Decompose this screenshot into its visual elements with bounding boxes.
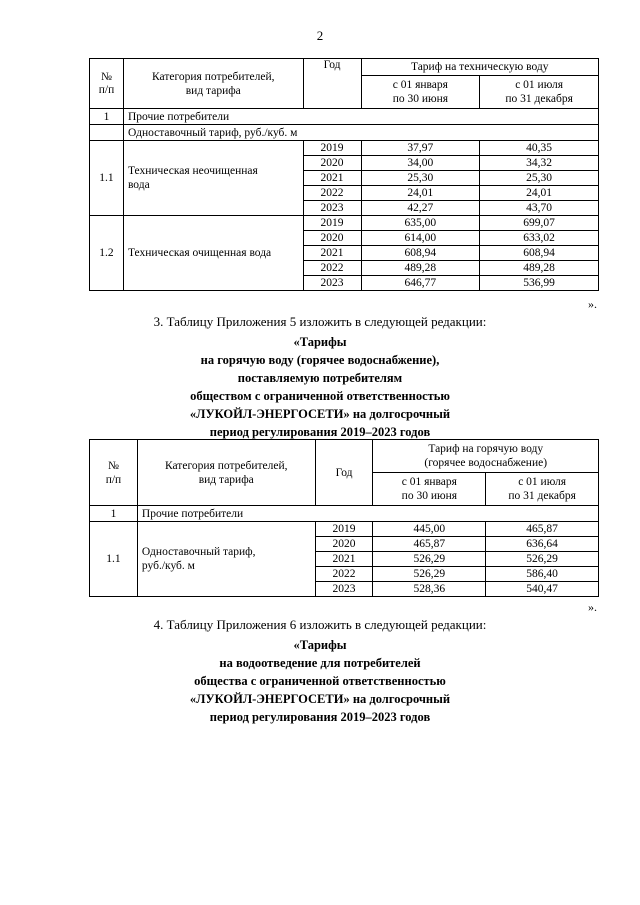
page-number: 2 xyxy=(316,28,324,43)
group-num: 1.2 xyxy=(90,216,124,291)
value-cell: 34,32 xyxy=(480,156,599,171)
value-cell: 608,94 xyxy=(361,246,480,261)
header-num: № п/п xyxy=(90,59,124,109)
value-cell: 633,02 xyxy=(480,231,599,246)
row-label: Прочие потребители xyxy=(137,506,598,522)
technical-water-tariff-table xyxy=(89,58,599,291)
section-title-3: «Тарифы на горячую воду (горячее водоснабжение), поставляемую потребителям обществом с ограниченной ответственностью «ЛУКОЙЛ-ЭНЕРГОСЕТИ» на долгосрочный период регулирования 2019–2023 годов xyxy=(189,335,451,439)
year-cell: 2022 xyxy=(303,261,361,276)
header-tariff: Тариф на техническую воду xyxy=(361,59,599,76)
value-cell: 42,27 xyxy=(361,201,480,216)
value-cell: 489,28 xyxy=(480,261,599,276)
value-cell: 40,35 xyxy=(480,141,599,156)
year-cell: 2023 xyxy=(303,201,361,216)
value-cell: 24,01 xyxy=(361,186,480,201)
value-cell: 586,40 xyxy=(486,567,599,582)
header-num: № п/п xyxy=(90,440,138,506)
row-num: 1 xyxy=(90,506,138,522)
value-cell: 526,29 xyxy=(373,552,486,567)
value-cell: 37,97 xyxy=(361,141,480,156)
year-cell: 2020 xyxy=(315,537,373,552)
group-num: 1.1 xyxy=(90,522,138,597)
value-cell: 489,28 xyxy=(361,261,480,276)
value-cell: 614,00 xyxy=(361,231,480,246)
header-period-2: с 01 июля по 31 декабря xyxy=(480,76,599,109)
value-cell: 25,30 xyxy=(480,171,599,186)
value-cell: 636,64 xyxy=(486,537,599,552)
header-period-2: с 01 июля по 31 декабря xyxy=(486,473,599,506)
value-cell: 43,70 xyxy=(480,201,599,216)
year-cell: 2021 xyxy=(303,171,361,186)
group-num: 1.1 xyxy=(90,141,124,216)
year-cell: 2021 xyxy=(303,246,361,261)
closing-quote: ». xyxy=(588,297,597,311)
group-label: Техническая неочищенная вода xyxy=(123,141,303,216)
value-cell: 528,36 xyxy=(373,582,486,597)
paragraph-4: 4. Таблицу Приложения 6 изложить в следующей редакции: xyxy=(153,617,487,632)
year-cell: 2020 xyxy=(303,231,361,246)
value-cell: 24,01 xyxy=(480,186,599,201)
year-cell: 2019 xyxy=(303,216,361,231)
tariff-type-label: Одноставочный тариф, руб./куб. м xyxy=(123,125,598,141)
year-cell: 2023 xyxy=(303,276,361,291)
row-num: 1 xyxy=(90,109,124,125)
section-title-4: «Тарифы на водоотведение для потребителей общества с ограниченной ответственностью «ЛУКОЙЛ-ЭНЕРГОСЕТИ» на долгосрочный период регулирования 2019–2023 годов xyxy=(189,638,451,724)
year-cell: 2019 xyxy=(315,522,373,537)
year-cell: 2021 xyxy=(315,552,373,567)
value-cell: 608,94 xyxy=(480,246,599,261)
value-cell: 25,30 xyxy=(361,171,480,186)
value-cell: 445,00 xyxy=(373,522,486,537)
value-cell: 465,87 xyxy=(486,522,599,537)
value-cell: 536,99 xyxy=(480,276,599,291)
year-cell: 2022 xyxy=(303,186,361,201)
group-label: Одноставочный тариф, руб./куб. м xyxy=(137,522,315,597)
year-cell: 2019 xyxy=(303,141,361,156)
header-tariff: Тариф на горячую воду (горячее водоснабжение) xyxy=(373,440,599,473)
value-cell: 646,77 xyxy=(361,276,480,291)
value-cell: 526,29 xyxy=(373,567,486,582)
header-category: Категория потребителей, вид тарифа xyxy=(123,59,303,109)
hot-water-tariff-table xyxy=(89,439,599,597)
header-period-1: с 01 января по 30 июня xyxy=(373,473,486,506)
header-period-1: с 01 января по 30 июня xyxy=(361,76,480,109)
paragraph-3: 3. Таблицу Приложения 5 изложить в следующей редакции: xyxy=(153,314,487,329)
header-year: Год xyxy=(315,440,373,506)
value-cell: 635,00 xyxy=(361,216,480,231)
group-label: Техническая очищенная вода xyxy=(123,216,303,291)
header-category: Категория потребителей, вид тарифа xyxy=(137,440,315,506)
value-cell: 526,29 xyxy=(486,552,599,567)
value-cell: 34,00 xyxy=(361,156,480,171)
year-cell: 2023 xyxy=(315,582,373,597)
value-cell: 465,87 xyxy=(373,537,486,552)
row-label: Прочие потребители xyxy=(123,109,598,125)
closing-quote: ». xyxy=(588,600,597,614)
value-cell: 699,07 xyxy=(480,216,599,231)
header-year: Год xyxy=(303,59,361,109)
value-cell: 540,47 xyxy=(486,582,599,597)
year-cell: 2022 xyxy=(315,567,373,582)
year-cell: 2020 xyxy=(303,156,361,171)
